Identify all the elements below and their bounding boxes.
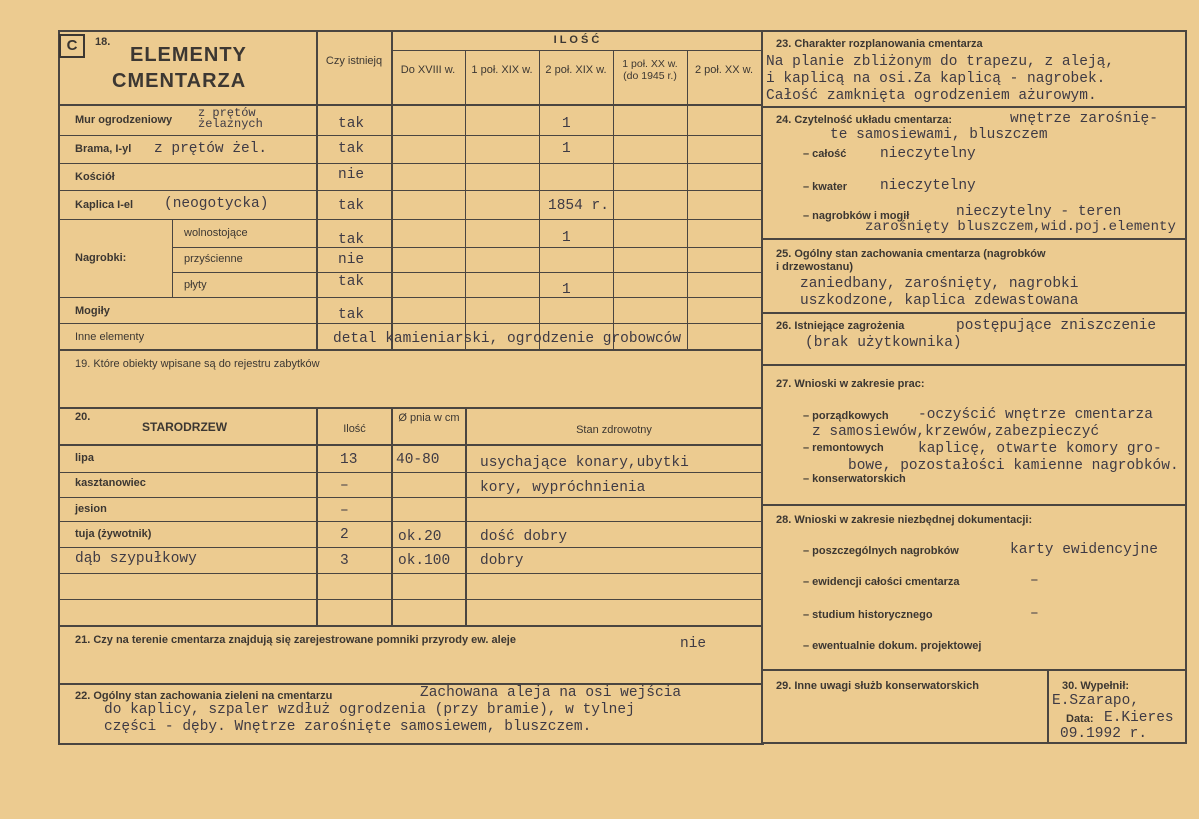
row-label-brama: Brama, I-yl: [75, 143, 132, 155]
row-note-brama: z prętów żel.: [154, 141, 268, 157]
s18-title-line1: ELEMENTY: [130, 44, 247, 66]
s18-qty-header-line: [391, 50, 762, 51]
s20-vline: [316, 407, 318, 627]
s22-label: 22. Ogólny stan zachowania zieleni na cmentarzu: [75, 690, 333, 702]
s20-col-state: Stan zdrowotny: [576, 424, 652, 436]
s27-porz1: -oczyścić wnętrze cmentarza: [918, 407, 1153, 423]
s18-bottom: [58, 349, 762, 351]
nagrobki-exist-2: nie: [338, 252, 365, 268]
s18-row-line: [58, 190, 762, 191]
s27-porz2: z samosiewów,krzewów,zabezpieczyć: [812, 424, 1100, 440]
center-divider: [761, 30, 763, 745]
s20-header-bottom: [58, 444, 762, 446]
row-exist-kaplica: tak: [338, 198, 365, 214]
s20-row-line: [58, 497, 762, 498]
s20-row-line: [58, 547, 762, 548]
frame-left: [58, 30, 60, 745]
s22-line2: do kaplicy, szpaler wzdłuż ogrodzenia (przy bramie), w tylnej: [104, 702, 635, 718]
s20-row-line: [58, 599, 762, 600]
tree-state: kory, wypróchnienia: [480, 480, 646, 496]
row-qty-brama: 1: [562, 141, 571, 157]
s24-label: 24. Czytelność układu cmentarza:: [776, 114, 953, 126]
row-label-mur: Mur ogrodzeniowy: [75, 114, 173, 126]
s27-rem1: kaplicę, otwarte komory gro-: [918, 441, 1162, 457]
nagrobki-qty-1: 1: [562, 230, 571, 246]
row-exist-mogily: tak: [338, 307, 365, 323]
s28-item-label: – ewidencji całości cmentarza: [803, 576, 960, 588]
frame-right: [1185, 30, 1187, 744]
tree-qty: –: [340, 503, 349, 519]
s18-vline-c3: [539, 50, 540, 350]
row-label-kosciol: Kościół: [75, 171, 115, 183]
s18-sub-line: [172, 247, 762, 248]
s25-bottom: [762, 312, 1186, 314]
nagrobki-label: Nagrobki:: [75, 252, 127, 264]
s27-porz-label: – porządkowych: [803, 410, 889, 422]
s24-bottom: [762, 238, 1186, 240]
tree-name: lipa: [75, 452, 94, 464]
row-label-mogily: Mogiły: [75, 305, 110, 317]
s30-date-label: Data:: [1066, 713, 1094, 725]
s26-line2: (brak użytkownika): [805, 335, 962, 351]
tree-name: dąb szypułkowy: [75, 551, 197, 567]
row-exist-mur: tak: [338, 116, 365, 132]
s24-value1: wnętrze zarośnię-: [1010, 111, 1158, 127]
row-qty-kaplica: 1854 r.: [548, 198, 609, 214]
tree-state: dość dobry: [480, 529, 568, 545]
s25-line1: zaniedbany, zarośnięty, nagrobki: [800, 276, 1079, 292]
tree-qty: 2: [340, 527, 349, 543]
s20-col-qty: Ilość: [343, 423, 366, 435]
s24-nagr1: nieczytelny - teren: [956, 204, 1122, 220]
s18-sub-vline: [172, 219, 173, 297]
s25-label1: 25. Ogólny stan zachowania cmentarza (nagrobków: [776, 248, 1046, 260]
s18-number: 18.: [95, 36, 111, 48]
s18-vline-c5: [687, 50, 688, 350]
s27-rem2: bowe, pozostałości kamienne nagrobków.: [848, 458, 1179, 474]
s25-line2: uszkodzone, kaplica zdewastowana: [800, 293, 1079, 309]
s20-col-diam: Ø pnia w cm: [398, 412, 460, 424]
frame-bottom-left: [58, 743, 764, 745]
s18-col-5: 2 poł. XX w.: [694, 64, 754, 76]
s30-name: E.Szarapo,: [1052, 693, 1140, 709]
s18-vline-c2: [465, 50, 466, 350]
s18-title-line2: CMENTARZA: [112, 70, 247, 92]
s23-line2: i kaplicą na osi.Za kaplicą - nagrobek.: [766, 71, 1106, 87]
category-letter-box: C: [59, 34, 85, 58]
s20-number: 20.: [75, 411, 91, 423]
s20-row-line: [58, 521, 762, 522]
tree-qty: 3: [340, 553, 349, 569]
s21-label: 21. Czy na terenie cmentarza znajdują się zarejestrowane pomniki przyrody ew. aleje: [75, 634, 516, 646]
s28-item-value: –: [1030, 606, 1039, 622]
row-exist-kosciol: nie: [338, 167, 365, 183]
s23-bottom: [762, 106, 1186, 108]
s18-row-line: [58, 163, 762, 164]
s18-vline-c4: [613, 50, 614, 350]
s28-item-value: –: [1030, 573, 1039, 589]
s24-calosc: nieczytelny: [880, 146, 976, 162]
s22-line1: Zachowana aleja na osi wejścia: [420, 685, 682, 701]
s28-item-label: – ewentualnie dokum. projektowej: [803, 640, 982, 652]
s18-sub-line: [172, 272, 762, 273]
s27-bottom: [762, 504, 1186, 506]
tree-diam: ok.100: [398, 553, 451, 569]
s20-vline: [465, 407, 467, 627]
s18-col-1: Do XVIII w.: [400, 64, 456, 76]
s19-bottom: [58, 407, 762, 409]
tree-name: jesion: [75, 503, 107, 515]
s18-col-qty: I L O Ś Ć: [553, 34, 600, 46]
s30-date: 09.1992 r.: [1060, 726, 1148, 742]
tree-diam: ok.20: [398, 529, 442, 545]
s18-row-line: [58, 219, 762, 220]
s19-label: 19. Które obiekty wpisane są do rejestru zabytków: [75, 358, 320, 370]
tree-diam: 40-80: [396, 452, 440, 468]
s20-row-line: [58, 472, 762, 473]
nagrobki-sub-2: przyścienne: [184, 253, 243, 265]
s22-line3: części - dęby. Wnętrze zarośnięte samosiewem, bluszczem.: [104, 719, 592, 735]
tree-state: usychające konary,ubytki: [480, 455, 689, 471]
s23-line3: Całość zamknięta ogrodzeniem ażurowym.: [766, 88, 1097, 104]
s29-s30-divider: [1047, 669, 1049, 744]
s28-bottom: [762, 669, 1186, 671]
s21-value: nie: [680, 636, 707, 652]
row-note-kaplica: (neogotycka): [164, 196, 269, 212]
s20-vline: [391, 407, 393, 627]
s18-row-line: [58, 135, 762, 136]
s24-value2: te samosiewami, bluszczem: [830, 127, 1048, 143]
s24-calosc-label: – całość: [803, 148, 847, 160]
nagrobki-exist-3: tak: [338, 274, 365, 290]
tree-qty: 13: [340, 452, 358, 468]
s28-item-label: – studium historycznego: [803, 609, 933, 621]
s25-label2: i drzewostanu): [776, 261, 854, 273]
s18-row-line: [58, 297, 762, 298]
nagrobki-qty-3: 1: [562, 282, 571, 298]
s18-col-exist: Czy istniejq: [325, 55, 383, 67]
s20-bottom: [58, 625, 762, 627]
s26-line1: postępujące zniszczenie: [956, 318, 1157, 334]
row-label-kaplica: Kaplica I-el: [75, 199, 134, 211]
nagrobki-exist-1: tak: [338, 232, 365, 248]
s24-kwater-label: – kwater: [803, 181, 848, 193]
s18-header-bottom: [58, 104, 762, 106]
row-label-inne: Inne elementy: [75, 331, 145, 343]
s18-row-line: [58, 323, 762, 324]
s20-row-line: [58, 573, 762, 574]
s27-label: 27. Wnioski w zakresie prac:: [776, 378, 925, 390]
s28-item-value: karty ewidencyjne: [1010, 542, 1158, 558]
s23-label: 23. Charakter rozplanowania cmentarza: [776, 38, 983, 50]
tree-qty: –: [340, 478, 349, 494]
row-exist-brama: tak: [338, 141, 365, 157]
tree-name: tuja (żywotnik): [75, 528, 152, 540]
s28-item-label: – poszczególnych nagrobków: [803, 545, 959, 557]
s26-bottom: [762, 364, 1186, 366]
s20-title: STARODRZEW: [142, 420, 228, 434]
s26-label: 26. Istniejące zagrożenia: [776, 320, 905, 332]
nagrobki-sub-1: wolnostojące: [184, 227, 248, 239]
tree-state: dobry: [480, 553, 524, 569]
s24-kwater: nieczytelny: [880, 178, 976, 194]
s24-nagr2: zarośnięty bluszczem,wid.poj.elementy: [865, 219, 1176, 235]
s23-line1: Na planie zbliżonym do trapezu, z aleją,: [766, 54, 1115, 70]
nagrobki-sub-3: płyty: [184, 279, 207, 291]
s29-label: 29. Inne uwagi służb konserwatorskich: [776, 680, 979, 692]
tree-name: kasztanowiec: [75, 477, 146, 489]
s30-label: 30. Wypełnił:: [1062, 680, 1130, 692]
s30-date-value: E.Kieres: [1104, 710, 1174, 726]
s27-rem-label: – remontowych: [803, 442, 884, 454]
row-note-mur: z prętów żelaznych: [198, 106, 263, 131]
s18-col-3: 2 poł. XIX w.: [545, 64, 607, 76]
s28-label: 28. Wnioski w zakresie niezbędnej dokumentacji:: [776, 514, 1033, 526]
s24-nagr-label: – nagrobków i mogił: [803, 210, 910, 222]
s27-kons-label: – konserwatorskich: [803, 473, 906, 485]
frame-top: [58, 30, 1186, 32]
row-value-inne: detal kamieniarski, ogrodzenie grobowców: [333, 331, 682, 347]
row-qty-mur: 1: [562, 116, 571, 132]
s18-col-4: 1 poł. XX w. (do 1945 r.): [622, 58, 678, 82]
s18-col-2: 1 poł. XIX w.: [471, 64, 533, 76]
frame-bottom-right: [762, 742, 1186, 744]
